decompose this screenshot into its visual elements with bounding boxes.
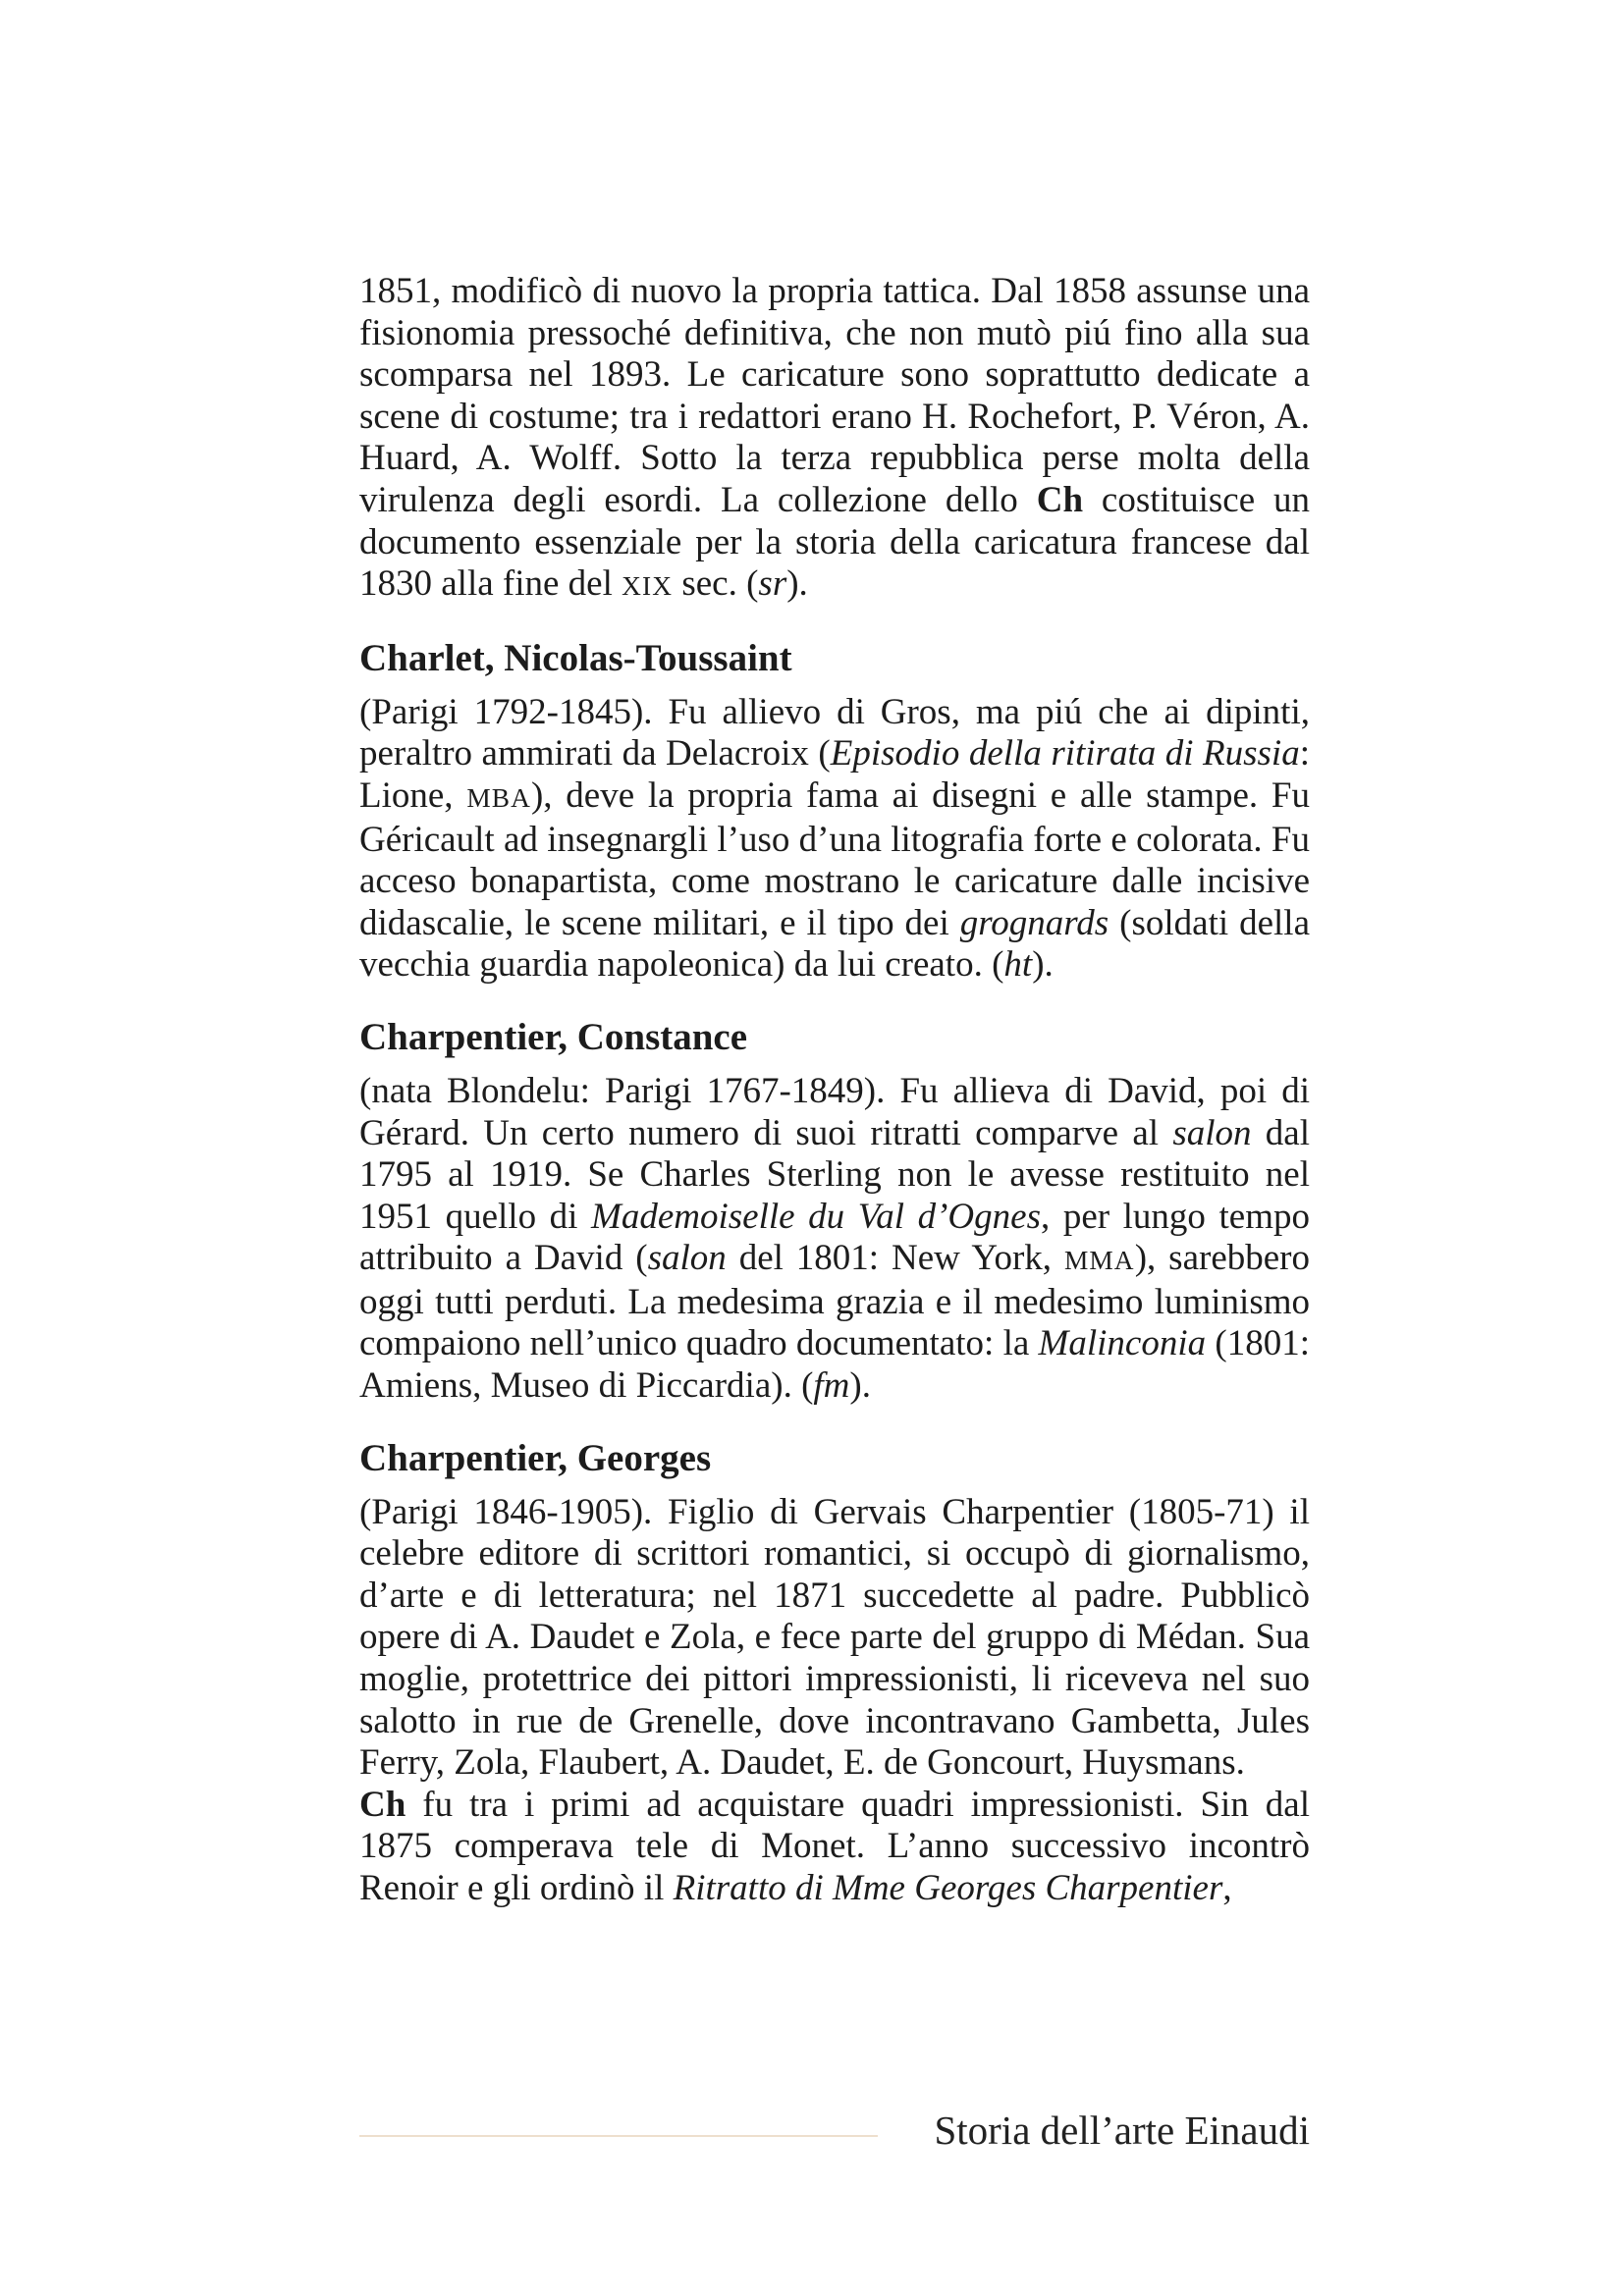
text-run: (Parigi 1846-1905). Figlio di Gervais Charpentier (1805-71) il celebre editore di scrittori romantici, si occupò di giornalismo, d’arte e di letteratura; nel 1871 succedette al padre. Pubblicò opere di A. Daudet e Zola, e fece parte del gruppo di Médan. Sua moglie, protettrice dei pittori impressionisti, li riceveva nel suo salotto in rue de Grenelle, dove incontravano Gambetta, Jules Ferry, Zola, Flaubert, A. Daudet, E. de Goncourt, Huysmans.	[359, 1491, 1310, 1784]
italic-text: Ritratto di Mme Georges Charpentier	[673, 1868, 1223, 1908]
text-run: ), deve la propria fama ai disegni e alle stampe. Fu Géricault ad insegnargli l’uso d’una litografia forte e colorata. Fu acceso bonapartista, come mostrano le caricature dalle incisive didascalie, le scene militari, e il tipo dei	[359, 774, 1310, 943]
entry-heading-charpentier-constance: Charpentier, Constance	[359, 1015, 748, 1058]
entry-body-charpentier-constance	[359, 1071, 1310, 1408]
text-run: (1801: Amiens, Museo di Piccardia). (	[359, 1323, 1310, 1407]
text-run: ).	[849, 1365, 871, 1407]
text-run: (Parigi 1792-1845). Fu allievo di Gros, ma piú che ai dipinti, peraltro ammirati da Delacroix (	[359, 691, 1310, 774]
text-run: 1851, modificò di nuovo la propria tattica. Dal 1858 assunse una fisionomia pressoché definitiva, che non mutò piú fino alla sua scomparsa nel 1893. Le caricature sono soprattutto dedicate a scene di costume; tra i redattori erano H. Rochefort, P. Véron, A. Huard, A. Wolff. Sotto la terza repubblica perse molta della virulenza degli esordi. La collezione dello	[359, 271, 1310, 520]
italic-text: salon	[647, 1238, 727, 1279]
italic-text: sr	[758, 563, 787, 605]
entry-heading-charpentier-georges: Charpentier, Georges	[359, 1436, 712, 1479]
small-caps-text: MBA	[466, 782, 531, 813]
entry-heading-charlet: Charlet, Nicolas-Toussaint	[359, 636, 792, 679]
italic-text: Malinconia	[1038, 1323, 1207, 1364]
text-run: , per lungo tempo attribuito a David (	[359, 1196, 1310, 1279]
entry-body-charpentier-georges-1	[359, 1492, 1310, 1785]
text-run: del 1801: New York,	[726, 1238, 1064, 1279]
italic-text: grognards	[959, 902, 1109, 943]
text-run: : Lione,	[359, 733, 1310, 816]
intro-paragraph	[359, 271, 1310, 608]
text-run: ), sarebbero oggi tutti perduti. La medesima grazia e il medesimo luminismo compaiono nell’unico quadro documentato: la	[359, 1238, 1310, 1364]
text-run: sec. (	[673, 563, 759, 605]
small-caps-text: MMA	[1063, 1246, 1135, 1276]
entry-body-charlet	[359, 692, 1310, 987]
italic-text: fm	[813, 1365, 850, 1407]
text-run: costituisce un documento essenziale per la storia della caricatura francese dal 1830 alla fine del	[359, 479, 1311, 605]
footer-divider	[359, 2135, 878, 2137]
document-body	[359, 271, 1310, 1910]
italic-text: ht	[1003, 944, 1033, 986]
italic-text: salon	[1172, 1112, 1252, 1153]
bold-abbreviation: Ch	[359, 1784, 406, 1825]
text-run: ).	[786, 563, 808, 605]
text-run: (nata Blondelu: Parigi 1767-1849). Fu allieva di David, poi di Gérard. Un certo numero di suoi ritratti comparve al	[359, 1070, 1310, 1153]
italic-text: Episodio della ritirata di Russia	[830, 733, 1300, 774]
text-run: fu tra i primi ad acquistare quadri impressionisti. Sin dal 1875 comperava tele di Monet. L’anno successivo incontrò Renoir e gli ordinò il	[359, 1784, 1310, 1908]
small-caps-text: XIX	[622, 571, 674, 602]
entry-body-charpentier-georges-2	[359, 1785, 1310, 1910]
bold-abbreviation: Ch	[1036, 479, 1084, 520]
footer-title: Storia dell’arte Einaudi	[934, 2108, 1310, 2153]
text-run: (soldati della vecchia guardia napoleonica) da lui creato. (	[359, 902, 1310, 986]
text-run: ,	[1222, 1868, 1232, 1908]
italic-text: Mademoiselle du Val d’Ognes	[591, 1196, 1041, 1237]
text-run: ).	[1032, 944, 1054, 986]
text-run: dal 1795 al 1919. Se Charles Sterling non le avesse restituito nel 1951 quello di	[359, 1112, 1310, 1237]
